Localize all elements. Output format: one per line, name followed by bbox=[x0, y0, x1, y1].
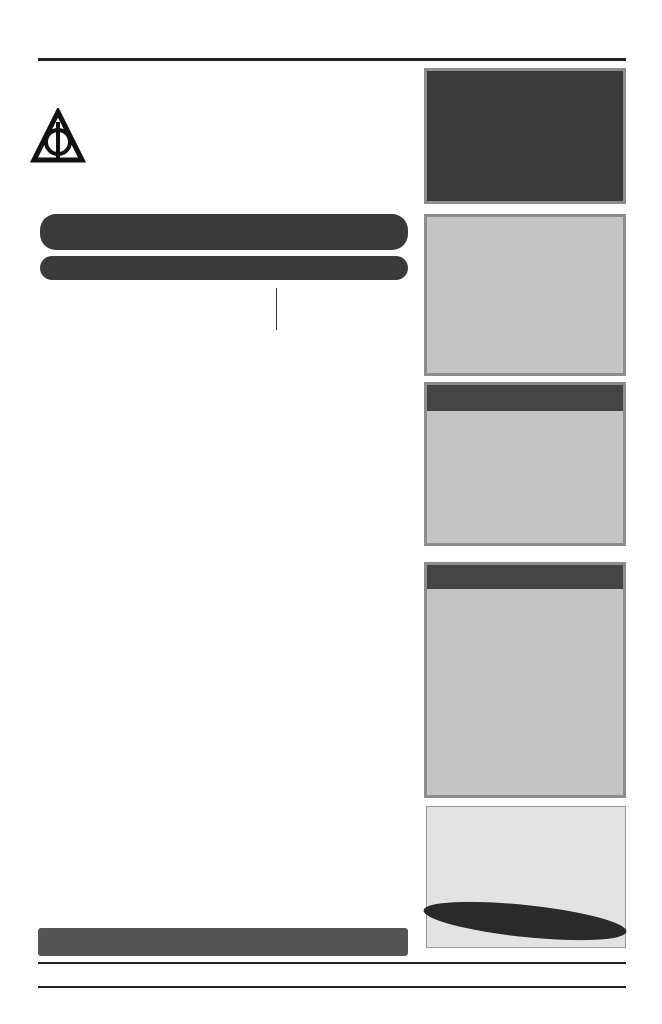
footer-rule-bottom bbox=[38, 986, 626, 988]
verse-text bbox=[427, 217, 623, 223]
footer-rule bbox=[38, 962, 626, 964]
header-rule bbox=[38, 58, 626, 61]
motto-box bbox=[424, 68, 626, 204]
wristband-text bbox=[424, 894, 628, 923]
worship-title bbox=[40, 214, 408, 250]
church-emblem-icon bbox=[30, 108, 86, 164]
friday-worship-box bbox=[424, 382, 626, 546]
friday-worship-title bbox=[427, 385, 623, 411]
wristband-image bbox=[422, 894, 628, 947]
friday-activities-title bbox=[427, 565, 623, 589]
campaign-box bbox=[426, 806, 626, 948]
worship-note bbox=[38, 928, 408, 956]
service-divider bbox=[276, 288, 277, 330]
friday-activities-box bbox=[424, 562, 626, 798]
verse-box bbox=[424, 214, 626, 376]
worship-leader bbox=[40, 256, 408, 280]
